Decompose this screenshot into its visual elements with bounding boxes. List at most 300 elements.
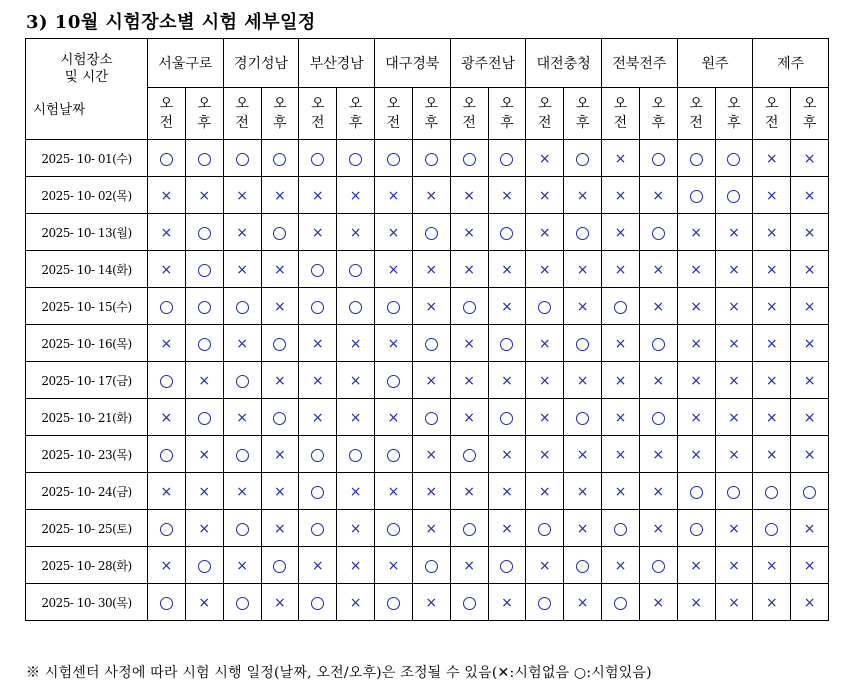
schedule-mark-cell bbox=[639, 547, 677, 584]
pm-header-char: 후 bbox=[273, 114, 287, 131]
schedule-mark-cell bbox=[148, 473, 186, 510]
pm-header-char: 오 bbox=[727, 95, 741, 112]
table-row bbox=[26, 362, 829, 399]
region-header: 서울구로 bbox=[148, 39, 224, 88]
exam-available-icon bbox=[198, 560, 211, 573]
schedule-mark-cell bbox=[223, 325, 261, 362]
exam-available-icon bbox=[500, 227, 513, 240]
exam-unavailable-icon: × bbox=[803, 373, 816, 389]
schedule-mark-cell bbox=[261, 510, 299, 547]
exam-available-icon bbox=[765, 486, 778, 499]
schedule-mark-cell bbox=[337, 288, 375, 325]
exam-unavailable-icon: × bbox=[690, 447, 702, 463]
schedule-mark-cell bbox=[412, 547, 450, 584]
exam-available-icon bbox=[198, 412, 211, 425]
schedule-mark-cell bbox=[450, 251, 488, 288]
schedule-mark-cell bbox=[602, 584, 640, 621]
schedule-mark-cell bbox=[602, 177, 640, 214]
table-row bbox=[26, 399, 829, 436]
exam-unavailable-icon: × bbox=[349, 558, 362, 574]
am-header-char: 오 bbox=[386, 95, 401, 112]
schedule-mark-cell bbox=[753, 177, 791, 214]
region-header: 원주 bbox=[677, 39, 753, 88]
pm-header-char: 후 bbox=[802, 114, 817, 131]
schedule-mark-cell bbox=[185, 288, 223, 325]
schedule-mark-cell bbox=[602, 510, 640, 547]
exam-unavailable-icon: × bbox=[690, 299, 702, 315]
schedule-mark-cell bbox=[337, 325, 375, 362]
exam-available-icon bbox=[614, 301, 627, 314]
pm-header-char: 후 bbox=[424, 114, 439, 131]
region-header: 대전충청 bbox=[526, 39, 602, 88]
schedule-mark-cell bbox=[148, 362, 186, 399]
exam-available-icon bbox=[500, 153, 513, 166]
exam-available-icon bbox=[690, 190, 703, 203]
exam-available-icon bbox=[500, 338, 513, 351]
exam-unavailable-icon: × bbox=[236, 484, 248, 500]
schedule-mark-cell bbox=[488, 177, 526, 214]
exam-available-icon bbox=[538, 523, 551, 536]
schedule-mark-cell bbox=[791, 547, 829, 584]
exam-unavailable-icon: × bbox=[652, 521, 665, 537]
exam-available-icon bbox=[463, 597, 476, 610]
date-cell: 2025- 10- 14(화) bbox=[26, 251, 148, 288]
exam-available-icon bbox=[463, 153, 476, 166]
exam-available-icon bbox=[349, 301, 362, 314]
schedule-mark-cell bbox=[223, 362, 261, 399]
am-header bbox=[450, 88, 488, 140]
exam-unavailable-icon: × bbox=[463, 188, 475, 204]
schedule-mark-cell bbox=[791, 510, 829, 547]
table-row bbox=[26, 436, 829, 473]
schedule-mark-cell bbox=[299, 362, 337, 399]
exam-available-icon bbox=[311, 153, 324, 166]
schedule-mark-cell bbox=[185, 399, 223, 436]
exam-available-icon bbox=[160, 449, 173, 462]
exam-unavailable-icon: × bbox=[728, 595, 740, 611]
exam-unavailable-icon: × bbox=[311, 373, 324, 389]
schedule-mark-cell bbox=[677, 214, 715, 251]
exam-unavailable-icon: × bbox=[614, 151, 627, 167]
pm-header bbox=[639, 88, 677, 140]
schedule-mark-cell bbox=[488, 140, 526, 177]
date-cell: 2025- 10- 23(목) bbox=[26, 436, 148, 473]
exam-unavailable-icon: × bbox=[803, 447, 816, 463]
exam-unavailable-icon: × bbox=[236, 336, 248, 352]
schedule-mark-cell bbox=[261, 473, 299, 510]
am-header-char: 오 bbox=[765, 95, 779, 112]
exam-available-icon bbox=[198, 264, 211, 277]
schedule-mark-cell bbox=[753, 362, 791, 399]
schedule-mark-cell bbox=[791, 288, 829, 325]
schedule-mark-cell bbox=[602, 251, 640, 288]
exam-available-icon bbox=[349, 153, 362, 166]
exam-unavailable-icon: × bbox=[538, 225, 551, 241]
region-header: 부산경남 bbox=[299, 39, 375, 88]
exam-unavailable-icon: × bbox=[803, 410, 816, 426]
schedule-mark-cell bbox=[337, 584, 375, 621]
exam-unavailable-icon: × bbox=[576, 521, 589, 537]
schedule-mark-cell bbox=[526, 547, 564, 584]
exam-available-icon bbox=[387, 153, 400, 166]
exam-available-icon bbox=[273, 412, 286, 425]
pm-header-char: 후 bbox=[197, 114, 212, 131]
exam-unavailable-icon: × bbox=[538, 410, 551, 426]
exam-unavailable-icon: × bbox=[690, 262, 702, 278]
exam-available-icon bbox=[425, 560, 438, 573]
exam-unavailable-icon: × bbox=[311, 225, 324, 241]
am-header bbox=[677, 88, 715, 140]
schedule-mark-cell bbox=[639, 584, 677, 621]
footnote: ※ 시험센터 사정에 따라 시험 시행 일정(날짜, 오전/오후)은 조정될 수 있음(✕:시험없음 ○:시험있음) bbox=[26, 665, 652, 681]
exam-unavailable-icon: × bbox=[690, 410, 702, 426]
exam-available-icon bbox=[236, 449, 249, 462]
schedule-mark-cell bbox=[715, 436, 753, 473]
schedule-mark-cell bbox=[677, 325, 715, 362]
exam-unavailable-icon: × bbox=[274, 521, 286, 537]
schedule-mark-cell bbox=[412, 325, 450, 362]
date-cell: 2025- 10- 16(목) bbox=[26, 325, 148, 362]
schedule-mark-cell bbox=[639, 177, 677, 214]
exam-unavailable-icon: × bbox=[765, 225, 778, 241]
schedule-mark-cell bbox=[261, 547, 299, 584]
schedule-mark-cell bbox=[526, 140, 564, 177]
exam-available-icon bbox=[614, 523, 627, 536]
pm-header-char: 오 bbox=[575, 95, 590, 112]
schedule-mark-cell bbox=[337, 140, 375, 177]
schedule-mark-cell bbox=[261, 214, 299, 251]
exam-unavailable-icon: × bbox=[728, 262, 740, 278]
schedule-mark-cell bbox=[148, 325, 186, 362]
schedule-mark-cell bbox=[639, 473, 677, 510]
exam-unavailable-icon: × bbox=[576, 484, 589, 500]
schedule-mark-cell bbox=[526, 399, 564, 436]
schedule-mark-cell bbox=[677, 288, 715, 325]
schedule-mark-cell bbox=[677, 473, 715, 510]
exam-unavailable-icon: × bbox=[728, 447, 740, 463]
schedule-mark-cell bbox=[526, 584, 564, 621]
page-title: 3) 10월 시험장소별 시험 세부일정 bbox=[26, 12, 316, 33]
exam-available-icon bbox=[236, 153, 249, 166]
schedule-mark-cell bbox=[564, 436, 602, 473]
exam-unavailable-icon: × bbox=[349, 225, 362, 241]
am-header bbox=[753, 88, 791, 140]
pm-header-char: 오 bbox=[802, 95, 817, 112]
exam-unavailable-icon: × bbox=[614, 447, 627, 463]
table-row bbox=[26, 325, 829, 362]
schedule-mark-cell bbox=[715, 214, 753, 251]
exam-unavailable-icon: × bbox=[765, 447, 778, 463]
exam-unavailable-icon: × bbox=[765, 336, 778, 352]
schedule-mark-cell bbox=[299, 251, 337, 288]
schedule-mark-cell bbox=[375, 362, 413, 399]
date-cell: 2025- 10- 02(목) bbox=[26, 177, 148, 214]
am-header bbox=[602, 88, 640, 140]
exam-unavailable-icon: × bbox=[160, 188, 173, 204]
exam-unavailable-icon: × bbox=[803, 188, 816, 204]
exam-unavailable-icon: × bbox=[614, 484, 627, 500]
exam-unavailable-icon: × bbox=[349, 521, 362, 537]
exam-unavailable-icon: × bbox=[803, 151, 816, 167]
exam-unavailable-icon: × bbox=[198, 447, 211, 463]
exam-unavailable-icon: × bbox=[387, 225, 400, 241]
schedule-mark-cell bbox=[148, 510, 186, 547]
schedule-body bbox=[26, 140, 829, 621]
schedule-mark-cell bbox=[488, 547, 526, 584]
schedule-mark-cell bbox=[526, 214, 564, 251]
schedule-mark-cell bbox=[715, 399, 753, 436]
schedule-mark-cell bbox=[753, 251, 791, 288]
pm-header bbox=[412, 88, 450, 140]
am-header-char: 전 bbox=[765, 114, 779, 131]
schedule-mark-cell bbox=[753, 140, 791, 177]
table-row bbox=[26, 288, 829, 325]
schedule-mark-cell bbox=[185, 473, 223, 510]
schedule-mark-cell bbox=[715, 177, 753, 214]
exam-available-icon bbox=[690, 523, 703, 536]
schedule-mark-cell bbox=[526, 251, 564, 288]
exam-available-icon bbox=[387, 375, 400, 388]
schedule-mark-cell bbox=[564, 584, 602, 621]
exam-available-icon bbox=[652, 153, 665, 166]
exam-unavailable-icon: × bbox=[501, 521, 513, 537]
am-header-char: 전 bbox=[386, 114, 401, 131]
exam-unavailable-icon: × bbox=[614, 558, 627, 574]
schedule-mark-cell bbox=[602, 473, 640, 510]
schedule-mark-cell bbox=[753, 510, 791, 547]
schedule-mark-cell bbox=[299, 510, 337, 547]
table-row bbox=[26, 547, 829, 584]
exam-unavailable-icon: × bbox=[765, 151, 778, 167]
pm-header bbox=[337, 88, 375, 140]
exam-unavailable-icon: × bbox=[652, 299, 665, 315]
region-header: 광주전남 bbox=[450, 39, 526, 88]
table-row bbox=[26, 177, 829, 214]
exam-available-icon bbox=[727, 190, 740, 203]
schedule-mark-cell bbox=[223, 214, 261, 251]
schedule-mark-cell bbox=[526, 473, 564, 510]
schedule-mark-cell bbox=[299, 325, 337, 362]
schedule-mark-cell bbox=[375, 399, 413, 436]
schedule-mark-cell bbox=[261, 251, 299, 288]
schedule-mark-cell bbox=[677, 399, 715, 436]
schedule-mark-cell bbox=[375, 436, 413, 473]
schedule-mark-cell bbox=[375, 140, 413, 177]
exam-available-icon bbox=[160, 375, 173, 388]
schedule-mark-cell bbox=[337, 473, 375, 510]
exam-unavailable-icon: × bbox=[425, 262, 438, 278]
schedule-mark-cell bbox=[450, 214, 488, 251]
exam-available-icon bbox=[425, 412, 438, 425]
exam-available-icon bbox=[576, 227, 589, 240]
am-header-char: 전 bbox=[235, 114, 249, 131]
am-header bbox=[299, 88, 337, 140]
exam-available-icon bbox=[160, 597, 173, 610]
am-header bbox=[223, 88, 261, 140]
am-header-char: 전 bbox=[159, 114, 174, 131]
exam-unavailable-icon: × bbox=[349, 410, 362, 426]
schedule-mark-cell bbox=[639, 288, 677, 325]
exam-available-icon bbox=[538, 301, 551, 314]
schedule-mark-cell bbox=[753, 399, 791, 436]
exam-available-icon bbox=[236, 301, 249, 314]
exam-unavailable-icon: × bbox=[765, 595, 778, 611]
exam-unavailable-icon: × bbox=[614, 336, 627, 352]
schedule-mark-cell bbox=[677, 584, 715, 621]
pm-header-char: 오 bbox=[424, 95, 439, 112]
schedule-mark-cell bbox=[148, 177, 186, 214]
exam-unavailable-icon: × bbox=[198, 373, 211, 389]
exam-unavailable-icon: × bbox=[236, 262, 248, 278]
table-row bbox=[26, 510, 829, 547]
schedule-mark-cell bbox=[337, 436, 375, 473]
exam-unavailable-icon: × bbox=[652, 484, 665, 500]
table-row bbox=[26, 214, 829, 251]
schedule-mark-cell bbox=[261, 325, 299, 362]
am-header-char: 전 bbox=[613, 114, 628, 131]
exam-unavailable-icon: × bbox=[236, 558, 248, 574]
schedule-mark-cell bbox=[715, 325, 753, 362]
exam-available-icon bbox=[425, 227, 438, 240]
schedule-mark-cell bbox=[639, 214, 677, 251]
exam-available-icon bbox=[236, 597, 249, 610]
exam-unavailable-icon: × bbox=[803, 595, 816, 611]
schedule-mark-cell bbox=[602, 436, 640, 473]
schedule-mark-cell bbox=[450, 399, 488, 436]
schedule-mark-cell bbox=[564, 510, 602, 547]
schedule-mark-cell bbox=[791, 214, 829, 251]
exam-unavailable-icon: × bbox=[236, 410, 248, 426]
schedule-mark-cell bbox=[488, 214, 526, 251]
schedule-mark-cell bbox=[412, 177, 450, 214]
date-cell: 2025- 10- 13(월) bbox=[26, 214, 148, 251]
exam-available-icon bbox=[425, 338, 438, 351]
schedule-mark-cell bbox=[753, 436, 791, 473]
am-header-char: 오 bbox=[462, 95, 476, 112]
exam-unavailable-icon: × bbox=[463, 484, 475, 500]
schedule-mark-cell bbox=[488, 251, 526, 288]
schedule-mark-cell bbox=[375, 473, 413, 510]
exam-available-icon bbox=[160, 153, 173, 166]
schedule-mark-cell bbox=[450, 362, 488, 399]
schedule-mark-cell bbox=[753, 214, 791, 251]
schedule-mark-cell bbox=[526, 436, 564, 473]
schedule-mark-cell bbox=[564, 288, 602, 325]
schedule-mark-cell bbox=[677, 251, 715, 288]
schedule-mark-cell bbox=[450, 436, 488, 473]
region-header: 경기성남 bbox=[223, 39, 299, 88]
schedule-mark-cell bbox=[526, 177, 564, 214]
exam-unavailable-icon: × bbox=[803, 299, 816, 315]
schedule-mark-cell bbox=[564, 177, 602, 214]
exam-unavailable-icon: × bbox=[501, 188, 513, 204]
exam-unavailable-icon: × bbox=[274, 188, 286, 204]
schedule-mark-cell bbox=[753, 547, 791, 584]
exam-unavailable-icon: × bbox=[425, 595, 438, 611]
pm-header-char: 후 bbox=[575, 114, 590, 131]
schedule-mark-cell bbox=[299, 399, 337, 436]
schedule-mark-cell bbox=[185, 436, 223, 473]
schedule-mark-cell bbox=[450, 177, 488, 214]
schedule-mark-cell bbox=[715, 547, 753, 584]
schedule-mark-cell bbox=[185, 325, 223, 362]
exam-unavailable-icon: × bbox=[538, 188, 551, 204]
schedule-mark-cell bbox=[753, 288, 791, 325]
exam-available-icon bbox=[236, 375, 249, 388]
schedule-mark-cell bbox=[299, 140, 337, 177]
exam-available-icon bbox=[311, 486, 324, 499]
exam-unavailable-icon: × bbox=[349, 484, 362, 500]
exam-unavailable-icon: × bbox=[274, 373, 286, 389]
schedule-mark-cell bbox=[602, 325, 640, 362]
exam-unavailable-icon: × bbox=[765, 410, 778, 426]
schedule-mark-cell bbox=[148, 251, 186, 288]
exam-available-icon bbox=[463, 301, 476, 314]
schedule-mark-cell bbox=[412, 510, 450, 547]
schedule-mark-cell bbox=[791, 399, 829, 436]
schedule-mark-cell bbox=[677, 177, 715, 214]
exam-unavailable-icon: × bbox=[198, 484, 211, 500]
exam-available-icon bbox=[387, 449, 400, 462]
exam-unavailable-icon: × bbox=[765, 373, 778, 389]
exam-unavailable-icon: × bbox=[652, 262, 665, 278]
exam-unavailable-icon: × bbox=[387, 410, 400, 426]
pm-header bbox=[715, 88, 753, 140]
schedule-mark-cell bbox=[639, 399, 677, 436]
schedule-mark-cell bbox=[564, 325, 602, 362]
exam-available-icon bbox=[311, 523, 324, 536]
schedule-mark-cell bbox=[639, 510, 677, 547]
schedule-mark-cell bbox=[639, 362, 677, 399]
exam-available-icon bbox=[387, 301, 400, 314]
exam-unavailable-icon: × bbox=[803, 225, 816, 241]
exam-unavailable-icon: × bbox=[576, 373, 589, 389]
schedule-mark-cell bbox=[639, 140, 677, 177]
exam-unavailable-icon: × bbox=[690, 558, 702, 574]
schedule-mark-cell bbox=[791, 584, 829, 621]
exam-unavailable-icon: × bbox=[311, 558, 324, 574]
schedule-mark-cell bbox=[715, 362, 753, 399]
exam-unavailable-icon: × bbox=[614, 262, 627, 278]
schedule-mark-cell bbox=[639, 251, 677, 288]
exam-unavailable-icon: × bbox=[463, 373, 475, 389]
exam-available-icon bbox=[614, 597, 627, 610]
exam-unavailable-icon: × bbox=[728, 558, 740, 574]
schedule-mark-cell bbox=[753, 473, 791, 510]
am-header-char: 오 bbox=[235, 95, 249, 112]
schedule-mark-cell bbox=[412, 214, 450, 251]
exam-unavailable-icon: × bbox=[501, 595, 513, 611]
exam-unavailable-icon: × bbox=[349, 595, 362, 611]
exam-available-icon bbox=[727, 486, 740, 499]
exam-unavailable-icon: × bbox=[274, 484, 286, 500]
schedule-mark-cell bbox=[753, 325, 791, 362]
exam-unavailable-icon: × bbox=[501, 299, 513, 315]
exam-unavailable-icon: × bbox=[614, 410, 627, 426]
schedule-mark-cell bbox=[450, 325, 488, 362]
schedule-table bbox=[25, 38, 829, 621]
schedule-mark-cell bbox=[261, 288, 299, 325]
am-header-char: 전 bbox=[689, 114, 703, 131]
schedule-mark-cell bbox=[564, 362, 602, 399]
exam-unavailable-icon: × bbox=[160, 410, 173, 426]
pm-header-char: 오 bbox=[273, 95, 287, 112]
schedule-mark-cell bbox=[488, 399, 526, 436]
schedule-mark-cell bbox=[791, 251, 829, 288]
schedule-mark-cell bbox=[337, 399, 375, 436]
schedule-mark-cell bbox=[715, 510, 753, 547]
pm-header bbox=[791, 88, 829, 140]
